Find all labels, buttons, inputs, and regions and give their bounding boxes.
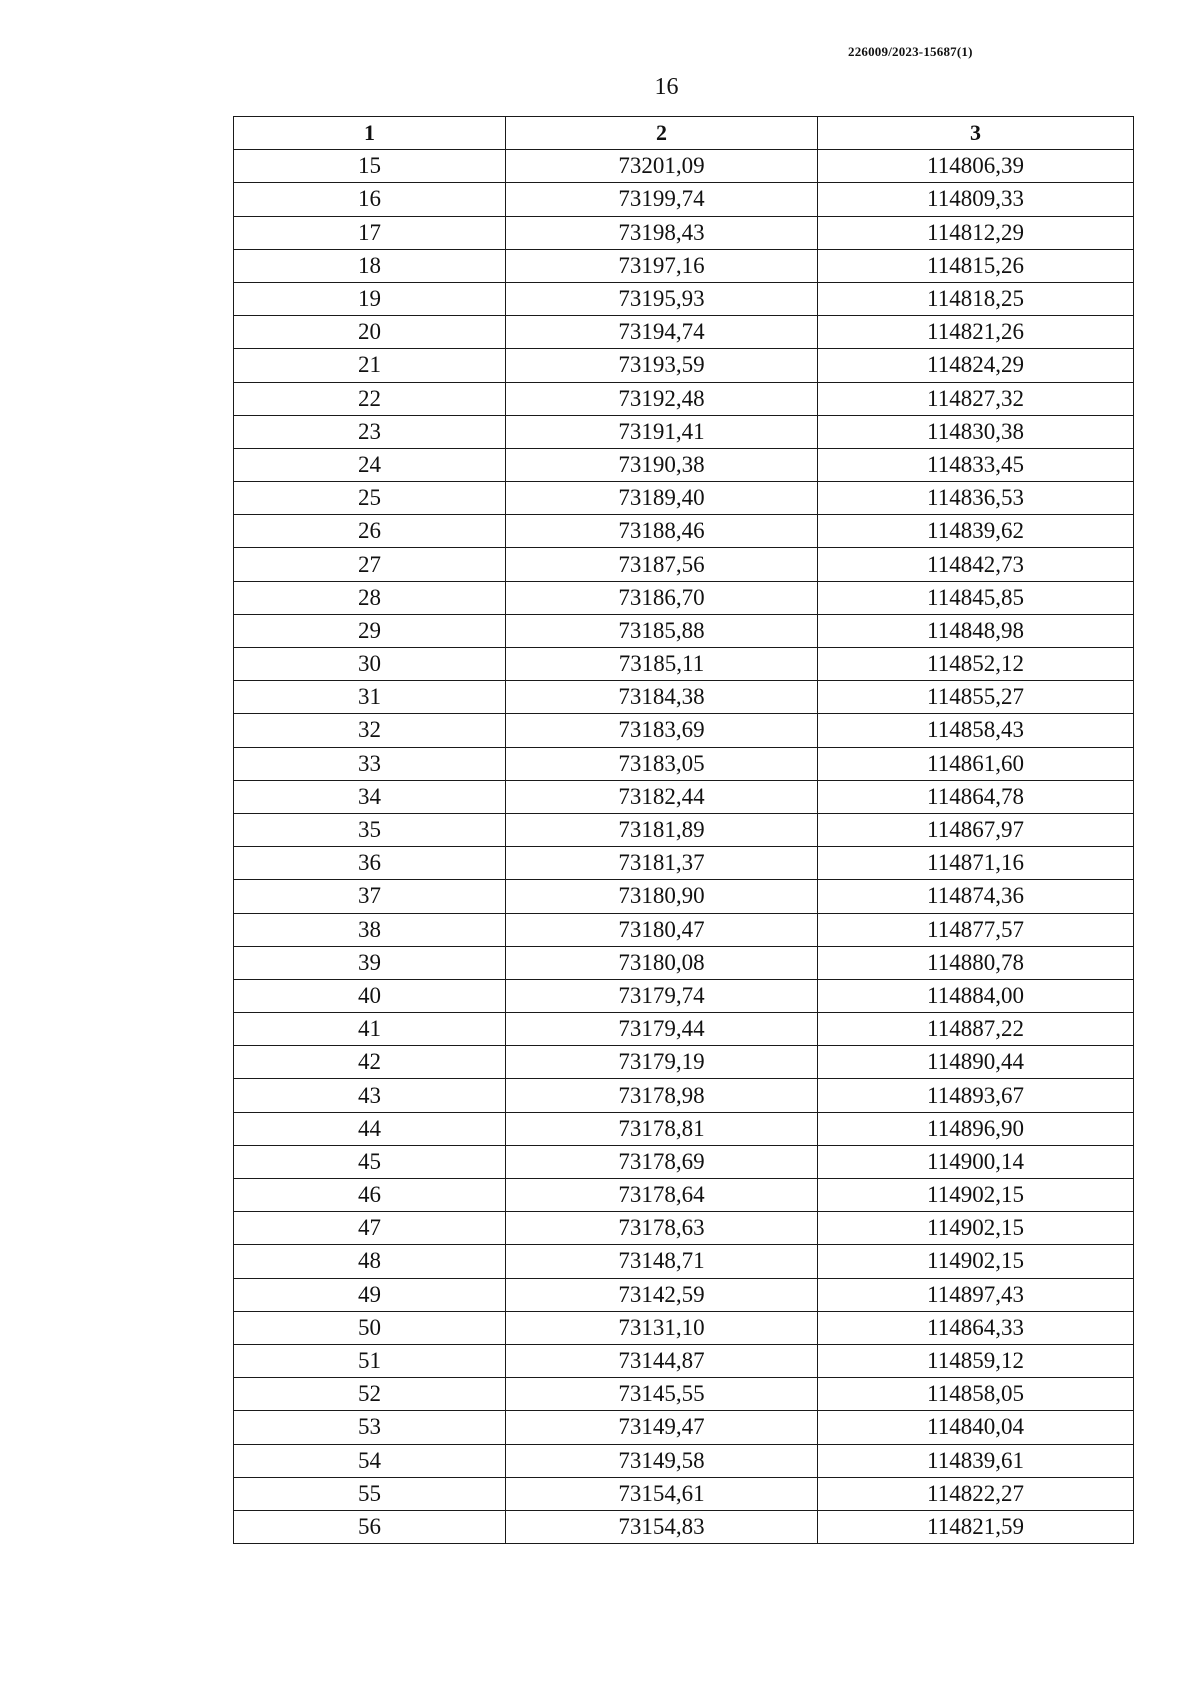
x-coordinate-cell: 73182,44 — [506, 780, 818, 813]
point-number-cell: 18 — [234, 249, 506, 282]
table-row — [234, 1079, 1134, 1112]
x-coordinate-cell: 73154,83 — [506, 1510, 818, 1543]
table-row — [234, 1278, 1134, 1311]
table-row — [234, 482, 1134, 515]
x-coordinate-cell: 73185,11 — [506, 648, 818, 681]
point-number-cell: 31 — [234, 681, 506, 714]
y-coordinate-cell: 114824,29 — [818, 349, 1134, 382]
coordinates-table-container — [233, 116, 1134, 1544]
y-coordinate-cell: 114836,53 — [818, 482, 1134, 515]
y-coordinate-cell: 114902,15 — [818, 1179, 1134, 1212]
x-coordinate-cell: 73183,69 — [506, 714, 818, 747]
table-row — [234, 946, 1134, 979]
table-row — [234, 1145, 1134, 1178]
point-number-cell: 47 — [234, 1212, 506, 1245]
point-number-cell: 20 — [234, 316, 506, 349]
table-row — [234, 249, 1134, 282]
point-number-cell: 39 — [234, 946, 506, 979]
point-number-cell: 24 — [234, 448, 506, 481]
x-coordinate-cell: 73181,37 — [506, 847, 818, 880]
table-row — [234, 614, 1134, 647]
point-number-cell: 30 — [234, 648, 506, 681]
y-coordinate-cell: 114884,00 — [818, 979, 1134, 1012]
point-number-cell: 27 — [234, 548, 506, 581]
table-row — [234, 1477, 1134, 1510]
table-row — [234, 813, 1134, 846]
x-coordinate-cell: 73194,74 — [506, 316, 818, 349]
point-number-cell: 45 — [234, 1145, 506, 1178]
table-row — [234, 780, 1134, 813]
point-number-cell: 49 — [234, 1278, 506, 1311]
y-coordinate-cell: 114893,67 — [818, 1079, 1134, 1112]
point-number-cell: 22 — [234, 382, 506, 415]
x-coordinate-cell: 73201,09 — [506, 150, 818, 183]
table-row — [234, 1344, 1134, 1377]
point-number-cell: 38 — [234, 913, 506, 946]
table-row — [234, 880, 1134, 913]
point-number-cell: 50 — [234, 1311, 506, 1344]
x-coordinate-cell: 73178,69 — [506, 1145, 818, 1178]
y-coordinate-cell: 114874,36 — [818, 880, 1134, 913]
y-coordinate-cell: 114815,26 — [818, 249, 1134, 282]
x-coordinate-cell: 73178,64 — [506, 1179, 818, 1212]
y-coordinate-cell: 114809,33 — [818, 183, 1134, 216]
y-coordinate-cell: 114859,12 — [818, 1344, 1134, 1377]
table-row — [234, 1112, 1134, 1145]
x-coordinate-cell: 73189,40 — [506, 482, 818, 515]
x-coordinate-cell: 73149,58 — [506, 1444, 818, 1477]
table-row — [234, 1212, 1134, 1245]
point-number-cell: 26 — [234, 515, 506, 548]
table-row — [234, 1046, 1134, 1079]
y-coordinate-cell: 114864,78 — [818, 780, 1134, 813]
y-coordinate-cell: 114840,04 — [818, 1411, 1134, 1444]
table-body — [234, 150, 1134, 1544]
x-coordinate-cell: 73179,44 — [506, 1013, 818, 1046]
x-coordinate-cell: 73183,05 — [506, 747, 818, 780]
point-number-cell: 17 — [234, 216, 506, 249]
table-row — [234, 448, 1134, 481]
x-coordinate-cell: 73131,10 — [506, 1311, 818, 1344]
y-coordinate-cell: 114839,62 — [818, 515, 1134, 548]
x-coordinate-cell: 73179,19 — [506, 1046, 818, 1079]
point-number-cell: 44 — [234, 1112, 506, 1145]
y-coordinate-cell: 114896,90 — [818, 1112, 1134, 1145]
y-coordinate-cell: 114867,97 — [818, 813, 1134, 846]
point-number-cell: 29 — [234, 614, 506, 647]
x-coordinate-cell: 73195,93 — [506, 282, 818, 315]
y-coordinate-cell: 114861,60 — [818, 747, 1134, 780]
x-coordinate-cell: 73198,43 — [506, 216, 818, 249]
point-number-cell: 43 — [234, 1079, 506, 1112]
y-coordinate-cell: 114890,44 — [818, 1046, 1134, 1079]
table-row — [234, 1378, 1134, 1411]
document-number: 226009/2023-15687(1) — [848, 44, 973, 59]
table-row — [234, 1311, 1134, 1344]
column-header-3: 3 — [818, 117, 1134, 150]
table-row — [234, 316, 1134, 349]
x-coordinate-cell: 73185,88 — [506, 614, 818, 647]
page-number: 16 — [654, 74, 679, 100]
x-coordinate-cell: 73154,61 — [506, 1477, 818, 1510]
point-number-cell: 56 — [234, 1510, 506, 1543]
point-number-cell: 16 — [234, 183, 506, 216]
column-header-2: 2 — [506, 117, 818, 150]
x-coordinate-cell: 73191,41 — [506, 415, 818, 448]
point-number-cell: 34 — [234, 780, 506, 813]
y-coordinate-cell: 114887,22 — [818, 1013, 1134, 1046]
y-coordinate-cell: 114900,14 — [818, 1145, 1134, 1178]
table-row — [234, 1411, 1134, 1444]
table-row — [234, 1245, 1134, 1278]
point-number-cell: 37 — [234, 880, 506, 913]
y-coordinate-cell: 114822,27 — [818, 1477, 1134, 1510]
y-coordinate-cell: 114855,27 — [818, 681, 1134, 714]
point-number-cell: 40 — [234, 979, 506, 1012]
table-row — [234, 747, 1134, 780]
x-coordinate-cell: 73148,71 — [506, 1245, 818, 1278]
table-row — [234, 1444, 1134, 1477]
table-row — [234, 1013, 1134, 1046]
table-row — [234, 979, 1134, 1012]
table-row — [234, 382, 1134, 415]
coordinates-table — [233, 116, 1134, 1544]
x-coordinate-cell: 73178,63 — [506, 1212, 818, 1245]
table-row — [234, 1179, 1134, 1212]
y-coordinate-cell: 114902,15 — [818, 1212, 1134, 1245]
x-coordinate-cell: 73197,16 — [506, 249, 818, 282]
point-number-cell: 21 — [234, 349, 506, 382]
point-number-cell: 52 — [234, 1378, 506, 1411]
table-header-row — [234, 117, 1134, 150]
point-number-cell: 28 — [234, 581, 506, 614]
x-coordinate-cell: 73181,89 — [506, 813, 818, 846]
table-row — [234, 913, 1134, 946]
x-coordinate-cell: 73144,87 — [506, 1344, 818, 1377]
point-number-cell: 51 — [234, 1344, 506, 1377]
y-coordinate-cell: 114818,25 — [818, 282, 1134, 315]
y-coordinate-cell: 114827,32 — [818, 382, 1134, 415]
table-row — [234, 714, 1134, 747]
table-row — [234, 216, 1134, 249]
point-number-cell: 23 — [234, 415, 506, 448]
point-number-cell: 55 — [234, 1477, 506, 1510]
y-coordinate-cell: 114858,43 — [818, 714, 1134, 747]
y-coordinate-cell: 114833,45 — [818, 448, 1134, 481]
x-coordinate-cell: 73180,47 — [506, 913, 818, 946]
table-row — [234, 415, 1134, 448]
y-coordinate-cell: 114852,12 — [818, 648, 1134, 681]
x-coordinate-cell: 73199,74 — [506, 183, 818, 216]
table-row — [234, 681, 1134, 714]
x-coordinate-cell: 73178,81 — [506, 1112, 818, 1145]
table-row — [234, 548, 1134, 581]
table-row — [234, 349, 1134, 382]
table-row — [234, 847, 1134, 880]
point-number-cell: 36 — [234, 847, 506, 880]
y-coordinate-cell: 114821,26 — [818, 316, 1134, 349]
x-coordinate-cell: 73149,47 — [506, 1411, 818, 1444]
y-coordinate-cell: 114839,61 — [818, 1444, 1134, 1477]
y-coordinate-cell: 114806,39 — [818, 150, 1134, 183]
y-coordinate-cell: 114830,38 — [818, 415, 1134, 448]
y-coordinate-cell: 114880,78 — [818, 946, 1134, 979]
column-header-1: 1 — [234, 117, 506, 150]
y-coordinate-cell: 114877,57 — [818, 913, 1134, 946]
x-coordinate-cell: 73188,46 — [506, 515, 818, 548]
y-coordinate-cell: 114812,29 — [818, 216, 1134, 249]
point-number-cell: 32 — [234, 714, 506, 747]
x-coordinate-cell: 73190,38 — [506, 448, 818, 481]
point-number-cell: 41 — [234, 1013, 506, 1046]
x-coordinate-cell: 73187,56 — [506, 548, 818, 581]
point-number-cell: 35 — [234, 813, 506, 846]
y-coordinate-cell: 114858,05 — [818, 1378, 1134, 1411]
point-number-cell: 42 — [234, 1046, 506, 1079]
y-coordinate-cell: 114842,73 — [818, 548, 1134, 581]
y-coordinate-cell: 114902,15 — [818, 1245, 1134, 1278]
y-coordinate-cell: 114821,59 — [818, 1510, 1134, 1543]
x-coordinate-cell: 73184,38 — [506, 681, 818, 714]
y-coordinate-cell: 114848,98 — [818, 614, 1134, 647]
point-number-cell: 48 — [234, 1245, 506, 1278]
point-number-cell: 19 — [234, 282, 506, 315]
table-row — [234, 150, 1134, 183]
point-number-cell: 33 — [234, 747, 506, 780]
y-coordinate-cell: 114897,43 — [818, 1278, 1134, 1311]
table-row — [234, 1510, 1134, 1543]
table-row — [234, 581, 1134, 614]
y-coordinate-cell: 114864,33 — [818, 1311, 1134, 1344]
table-row — [234, 648, 1134, 681]
point-number-cell: 46 — [234, 1179, 506, 1212]
x-coordinate-cell: 73142,59 — [506, 1278, 818, 1311]
x-coordinate-cell: 73180,90 — [506, 880, 818, 913]
point-number-cell: 53 — [234, 1411, 506, 1444]
y-coordinate-cell: 114845,85 — [818, 581, 1134, 614]
x-coordinate-cell: 73193,59 — [506, 349, 818, 382]
table-row — [234, 282, 1134, 315]
x-coordinate-cell: 73178,98 — [506, 1079, 818, 1112]
y-coordinate-cell: 114871,16 — [818, 847, 1134, 880]
point-number-cell: 54 — [234, 1444, 506, 1477]
x-coordinate-cell: 73186,70 — [506, 581, 818, 614]
x-coordinate-cell: 73180,08 — [506, 946, 818, 979]
x-coordinate-cell: 73145,55 — [506, 1378, 818, 1411]
table-row — [234, 183, 1134, 216]
x-coordinate-cell: 73179,74 — [506, 979, 818, 1012]
point-number-cell: 15 — [234, 150, 506, 183]
point-number-cell: 25 — [234, 482, 506, 515]
table-row — [234, 515, 1134, 548]
x-coordinate-cell: 73192,48 — [506, 382, 818, 415]
